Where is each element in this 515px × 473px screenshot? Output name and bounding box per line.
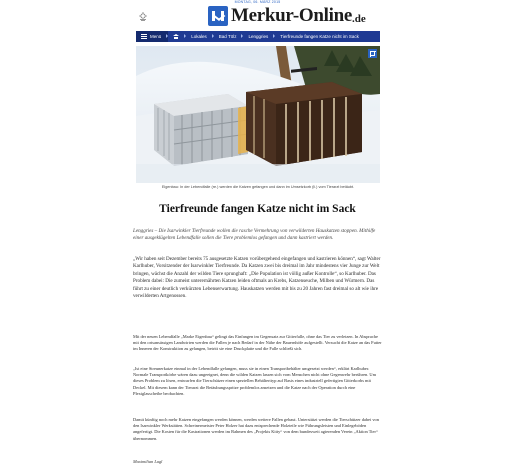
breadcrumb-lenggries[interactable] [243, 31, 275, 42]
article-photo[interactable] [136, 46, 380, 183]
home-icon [173, 34, 179, 39]
article-lead: Lenggries – Die Isarwinkler Tierfreunde wollen die rasche Vermehrung von verwilderten Hauskatzen stoppen. Mithilfe einer ausgeklügelten Lebendfalle sollen die Tiere problemlos gefangen und dann kastriert werden. [133, 228, 376, 242]
article-paragraph: „Wir haben seit Dezember bereits 75 ausgesetzte Katzen vorübergehend eingefangen und kastrieren können“, sagt Walter Karlhuber, Vorsitzender der Isarwinkler Tierfreunde. Da Katzen zwei bis dreimal im Jahr mindestens vier Junge zur Welt bringen, wächst die Anzahl der wilden Tiere sprunghaft: „Die Population ist völlig außer Kontrolle“, so Karlhuber. Das Problem dabei: Die zumeist unterernährten Katzen leiden oftmals an Krebs, Katzenseuche, Milben und Würmern. Das führt zu einer deutlich verkürzten Lebenserwartung. Hauskatzen werden mit bis zu 20 Jahren fast dreimal so alt wie ihre verwilderten Artgenossen. [133, 256, 381, 300]
breadcrumb-home[interactable] [168, 31, 186, 42]
photo-caption: Eigenbau: In der Lebendfalle (re.) werden die Katzen gefangen und dann im Umsetzkorb (li.) vom Tierarzt betäubt. [161, 185, 355, 189]
article-photo-image [136, 46, 380, 183]
breadcrumb-nav [136, 31, 380, 42]
article-author: Maximilian Lagl [133, 459, 163, 464]
breadcrumb-label: Lokales [191, 34, 207, 39]
article-paragraph: Mit der neuen Lebendfalle „Marke Eigenbau“ gelingt das Einfangen im Gegensatz zur Gitterfalle, ohne das Tier zu verletzen. In Absprache mit den ortsansässigen Landwirten werden die Fallen je nach Bedarf in der Nähe der Bauernhöfe aufgestellt. Versucht die Katze an das Futter im Inneren der Konstruktion zu gelangen, betritt sie eine Druckplatte und die Falle schließt sich. [133, 334, 382, 352]
hamburger-icon [141, 34, 147, 39]
article-paragraph: Damit künftig noch mehr Katzen eingefangen werden können, werden weitere Fallen gebaut. Unterstützt werden die Tierschützer dabei von den Isarwinkler Werkstätten. Schreinermeister Peter Holzer hat dazu entsprechende Holzteile wie Führungsleisten und Einlegeböden angefertigt. Die Kosten für die Kastrationen werden im Rahmen des „Projekts Kitty“ von dem bundesweit agierenden Verein „Aktion Tier“ übernommen. [133, 417, 379, 441]
breadcrumb-label: Bad Tölz [218, 34, 237, 39]
article-headline: Tierfreunde fangen Katze nicht im Sack [159, 203, 356, 215]
site-logo[interactable] [208, 4, 366, 28]
header-date: MONTAG, 06. MÄRZ 2015 [234, 0, 281, 4]
logo-m-icon [208, 6, 228, 26]
menu-button[interactable] [136, 31, 168, 42]
logo-text: Merkur-Online [231, 5, 352, 26]
logo-tld: .de [352, 12, 366, 25]
breadcrumb-lokales[interactable] [186, 31, 214, 42]
breadcrumb-label: Tierfreunde fangen Katze nicht im Sack [280, 34, 359, 39]
breadcrumb-bad-toelz[interactable] [214, 31, 244, 42]
expand-icon[interactable] [368, 49, 377, 58]
menu-label: Menü [150, 34, 162, 39]
weather-icon[interactable] [137, 12, 149, 21]
article-paragraph: „Ist eine Streunerkatze einmal in der Lebendfalle gefangen, muss sie in einen Transportbehälter umgesetzt werden“, erklärt Karlhuber. Normale Transportkörbe wären dazu ungeeignet, denn die wilden Katzen lassen sich vom Menschen nicht ohne Gegenwehr berühren. Um dieses Problem zu lösen, entwarfen die Tierschützer einen speziellen Behälterttyp auf Basis eines industriell gefertigten Gitterkorbs mit Deckel. Mit diesem kann der Tierarzt die Betäubungsspritze problemlos ansetzen und die Katze nach der Operation durch eine Plexiglasscheibe beobachten. [133, 366, 376, 396]
breadcrumb-label: Lenggries [248, 34, 269, 39]
breadcrumb-current [275, 31, 366, 42]
